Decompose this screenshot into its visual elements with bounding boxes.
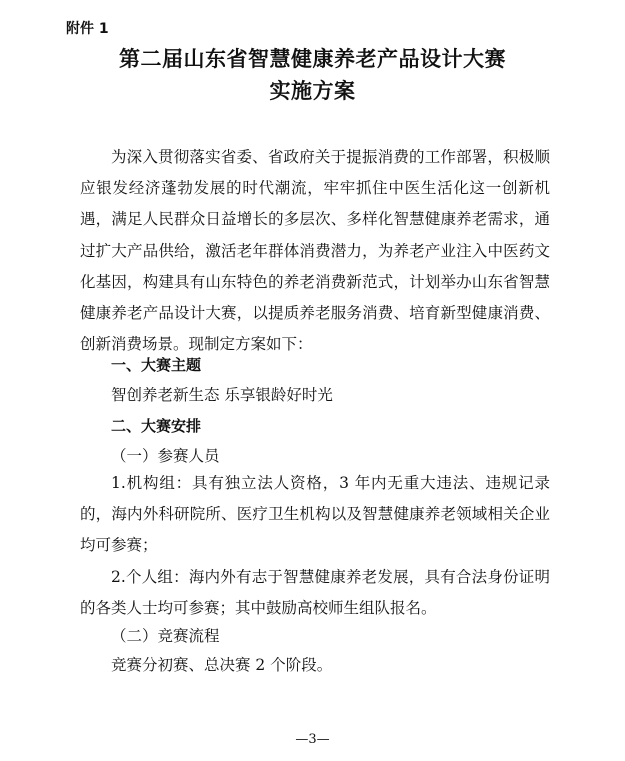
attachment-label: 附件 1: [66, 21, 109, 37]
document-title-line-2: 实施方案: [269, 78, 356, 103]
subsection-heading-process: （二）竞赛流程: [111, 627, 220, 645]
page-number: —3—: [295, 732, 330, 747]
process-description: 竞赛分初赛、总决赛 2 个阶段。: [111, 656, 333, 674]
subsection-heading-participants: （一）参赛人员: [111, 447, 220, 465]
participant-item-institution: 1.机构组：具有独立法人资格，3 年内无重大违法、违规记录的，海内外科研院所、医疗卫生机构以及智慧健康养老领域相关企业均可参赛；: [80, 474, 550, 555]
contest-theme: 智创养老新生态 乐享银龄好时光: [111, 386, 333, 404]
intro-paragraph: 为深入贯彻落实省委、省政府关于提振消费的工作部署，积极顺应银发经济蓬勃发展的时代潮流，牢牢抓住中医生活化这一创新机遇，满足人民群众日益增长的多层次、多样化智慧健康养老需求，通过扩大产品供给，激活老年群体消费潜力，为养老产业注入中医药文化基因，构建具有山东特色的养老消费新范式，计划举办山东省智慧健康养老产品设计大赛，以提质养老服务消费、培育新型健康消费、创新消费场景。现制定方案如下：: [80, 148, 550, 354]
section-heading-theme: 一、大赛主题: [111, 356, 202, 374]
document-title-line-1: 第二届山东省智慧健康养老产品设计大赛: [119, 46, 506, 71]
section-heading-arrangement: 二、大赛安排: [111, 417, 202, 435]
participant-item-individual: 2.个人组：海内外有志于智慧健康养老发展，具有合法身份证明的各类人士均可参赛；其中鼓励高校师生组队报名。: [80, 568, 550, 618]
